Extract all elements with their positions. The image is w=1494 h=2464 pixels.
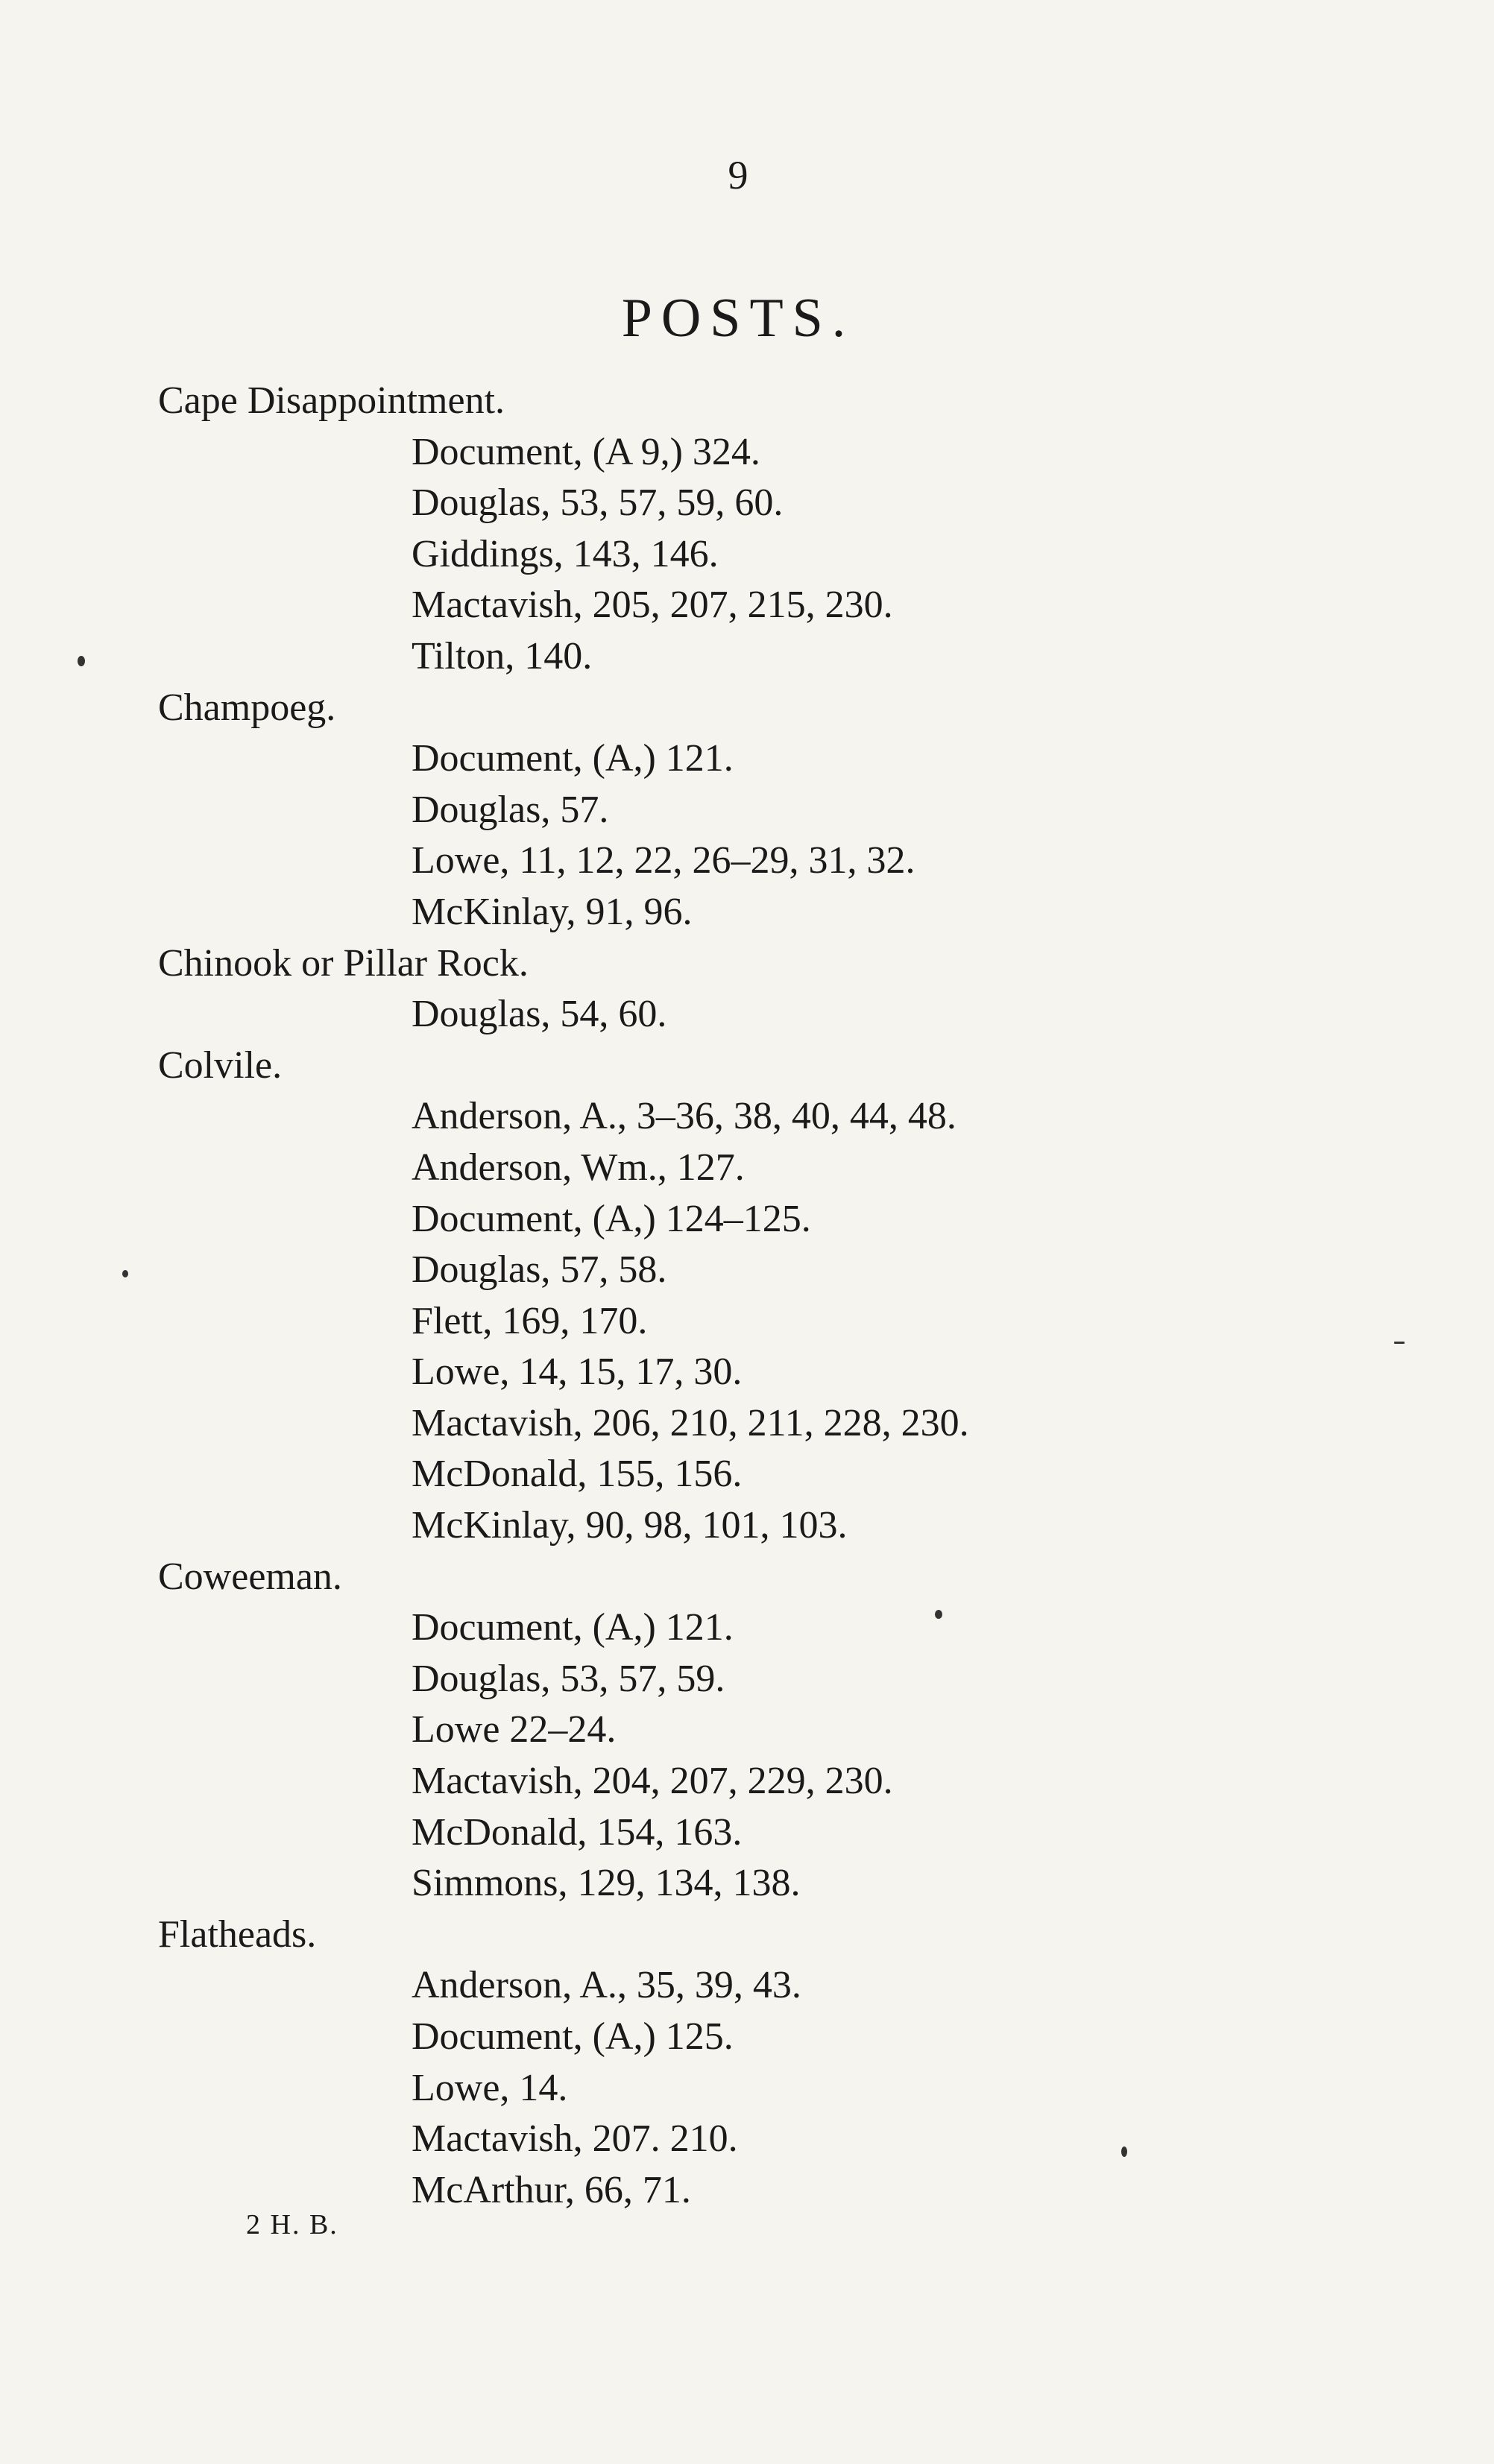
index-entry: McKinlay, 90, 98, 101, 103. — [412, 1504, 848, 1547]
index-entry: Document, (A,) 121. — [412, 737, 734, 780]
index-entry: Douglas, 57, 58. — [412, 1248, 667, 1292]
print-speck — [935, 1610, 942, 1619]
index-entry: Mactavish, 206, 210, 211, 228, 230. — [412, 1401, 969, 1444]
index-entry: Lowe, 14. — [412, 2066, 568, 2109]
index-entry: Lowe 22–24. — [412, 1708, 617, 1751]
index-entry: McKinlay, 91, 96. — [412, 890, 693, 933]
section-title: POSTS. — [621, 288, 855, 349]
post-heading: Champoeg. — [158, 686, 336, 729]
index-entry: Douglas, 53, 57, 59. — [412, 1657, 725, 1700]
post-heading: Cape Disappointment. — [158, 379, 505, 422]
index-entry: Document, (A 9,) 324. — [412, 430, 760, 473]
index-entry: Douglas, 57. — [412, 788, 609, 831]
index-entry: Simmons, 129, 134, 138. — [412, 1862, 801, 1905]
index-entry: Douglas, 54, 60. — [412, 993, 667, 1036]
index-entry: Document, (A,) 124–125. — [412, 1197, 811, 1240]
index-entry: Document, (A,) 121. — [412, 1606, 734, 1649]
posts-index — [0, 376, 1494, 2216]
print-speck — [78, 656, 85, 666]
index-entry: Flett, 169, 170. — [412, 1299, 648, 1342]
index-entry: McArthur, 66, 71. — [412, 2168, 691, 2211]
print-speck — [1121, 2146, 1127, 2157]
post-heading: Chinook or Pillar Rock. — [158, 941, 529, 985]
index-entry: Document, (A,) 125. — [412, 2015, 734, 2058]
index-entry: Mactavish, 204, 207, 229, 230. — [412, 1760, 893, 1803]
index-entry: Anderson, A., 35, 39, 43. — [412, 1964, 801, 2007]
index-entry: Anderson, A., 3–36, 38, 40, 44, 48. — [412, 1095, 956, 1138]
page-number: 9 — [728, 153, 748, 198]
index-entry: McDonald, 155, 156. — [412, 1453, 743, 1496]
index-entry: Anderson, Wm., 127. — [412, 1146, 745, 1189]
print-speck — [122, 1270, 128, 1277]
index-entry: Tilton, 140. — [412, 634, 593, 677]
post-heading: Colvile. — [158, 1043, 283, 1087]
index-entry: Mactavish, 207. 210. — [412, 2117, 738, 2161]
index-entry: McDonald, 154, 163. — [412, 1810, 743, 1854]
post-heading: Coweeman. — [158, 1555, 342, 1598]
index-entry: Lowe, 11, 12, 22, 26–29, 31, 32. — [412, 839, 915, 882]
post-heading: Flatheads. — [158, 1912, 317, 1956]
index-entry: Giddings, 143, 146. — [412, 532, 719, 575]
signature-mark: 2 H. B. — [246, 2209, 338, 2240]
index-entry: Douglas, 53, 57, 59, 60. — [412, 481, 784, 525]
index-entry: Lowe, 14, 15, 17, 30. — [412, 1351, 743, 1394]
index-entry: Mactavish, 205, 207, 215, 230. — [412, 584, 893, 627]
print-speck — [1394, 1342, 1405, 1344]
